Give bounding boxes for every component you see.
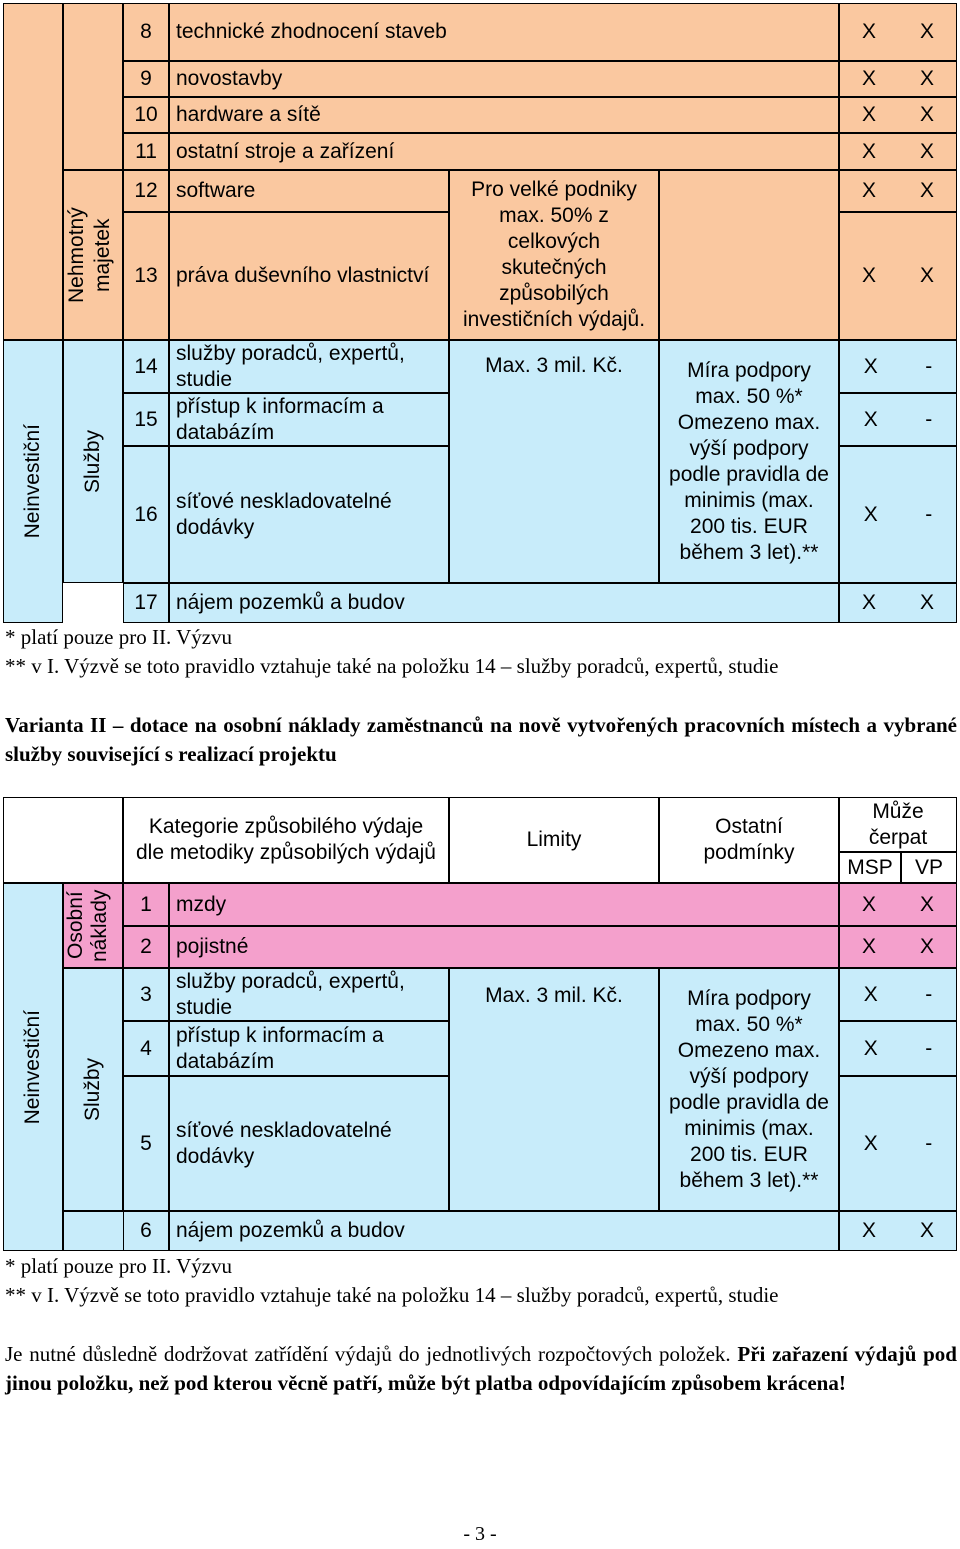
vp-flag: - (925, 354, 933, 378)
vp-flag: X (919, 20, 934, 43)
table2-services-conditions: Míra podpory max. 50 %* Omezeno max. výší podpory podle pravidla de minimis (max. 200 tis. EUR během 3 let).** (659, 968, 839, 1211)
msp-flag: X (863, 407, 878, 431)
table2-row-num: 4 (123, 1021, 169, 1076)
closing-bold-text: Při zařazení výdajů pod jinou položku, než pod kterou věcně patří, může být platba odpovídajícím způsobem krácena! (5, 1342, 957, 1395)
table2-head-conditions: Ostatní podmínky (659, 797, 839, 883)
msp-flag: X (861, 264, 876, 287)
table1-note-double-star: ** v I. Výzvě se toto pravidlo vztahuje také na položku 14 – služby poradců, expertů, studie (5, 654, 779, 678)
table1-row-flags (839, 170, 957, 212)
table1-row-flags (839, 212, 957, 340)
vp-flag: X (919, 1219, 934, 1242)
table2-row-num: 5 (123, 1076, 169, 1211)
vp-flag: X (919, 103, 934, 126)
vp-flag: X (919, 67, 934, 90)
vp-flag: - (925, 502, 933, 526)
variant-heading: Varianta II – dotace na osobní náklady zaměstnanců na nově vytvořených pracovních místech a vybrané služby související s realizací projektu (5, 713, 957, 766)
table1-group-services (63, 340, 123, 583)
table2-services-limit: Max. 3 mil. Kč. (449, 968, 659, 1211)
table1-row-num: 15 (123, 393, 169, 446)
table2-group-services (63, 968, 123, 1211)
msp-flag: X (863, 1036, 878, 1060)
table1-group-outer (3, 340, 63, 623)
table1-row-label: práva duševního vlastnictví (169, 212, 449, 340)
msp-flag: X (861, 935, 876, 958)
table2-row-label: síťové neskladovatelné dodávky (169, 1076, 449, 1211)
table1-row-flags (839, 393, 957, 446)
vp-flag: X (919, 179, 934, 202)
msp-flag: X (861, 179, 876, 202)
table1-row-num: 11 (123, 133, 169, 170)
table1-row-flags (839, 133, 957, 170)
table2-row-num: 6 (123, 1211, 169, 1251)
vp-flag: - (925, 407, 933, 431)
table2-row-num: 2 (123, 926, 169, 968)
table1-row-num: 13 (123, 212, 169, 340)
msp-flag: X (863, 354, 878, 378)
table2-group-outer-label: Neinvestiční (21, 1009, 44, 1125)
table1-row-flags (839, 61, 957, 97)
table1-row-flags (839, 3, 957, 61)
vp-flag: X (919, 892, 934, 916)
table1-row-flags (839, 583, 957, 623)
table1-group-intangible-label: Nehmotný majetek (65, 207, 114, 303)
table2-row-flags (839, 968, 957, 1021)
table2-row6-left-cell (63, 1211, 123, 1251)
table2-row-flags (839, 1076, 957, 1211)
table1-row-label: nájem pozemků a budov (169, 583, 839, 623)
page-number: - 3 - (463, 1523, 497, 1545)
table1-group-outer-top (3, 3, 63, 340)
closing-normal-text: Je nutné důsledně dodržovat zatřídění výdajů do jednotlivých rozpočtových položek. (5, 1342, 731, 1366)
table2-row-label: pojistné (169, 926, 839, 968)
table1-row-label: software (169, 170, 449, 212)
msp-flag: X (861, 67, 876, 90)
table1-row-label: ostatní stroje a zařízení (169, 133, 839, 170)
msp-flag: X (863, 502, 878, 526)
table2-row-num: 3 (123, 968, 169, 1021)
table2-row-label: přístup k informacím a databázím (169, 1021, 449, 1076)
table2-head-category: Kategorie způsobilého výdaje dle metodiky způsobilých výdajů (123, 797, 449, 883)
table2-group-outer (3, 883, 63, 1251)
table2-row-label: služby poradců, expertů, studie (169, 968, 449, 1021)
table2-group-personal (63, 883, 123, 968)
table1-row-num: 9 (123, 61, 169, 97)
vp-flag: - (925, 982, 933, 1006)
vp-flag: - (925, 1036, 933, 1060)
table2-row-label: nájem pozemků a budov (169, 1211, 839, 1251)
big-firms-limit: Pro velké podniky max. 50% z celkových skutečných způsobilých investičních výdajů. (449, 170, 659, 340)
table1-row-num: 8 (123, 3, 169, 61)
table2-group-personal-label: Osobní náklady (64, 889, 111, 962)
table1-row-num: 12 (123, 170, 169, 212)
table1-row-label: novostavby (169, 61, 839, 97)
table1-group-tangible (63, 3, 123, 170)
table2-row-label: mzdy (169, 883, 839, 926)
table2-note-star: * platí pouze pro II. Výzvu (5, 1254, 233, 1278)
table2-head-blank (3, 797, 123, 883)
msp-flag: X (861, 103, 876, 126)
table1-group-intangible (63, 170, 123, 340)
table1-row-num: 14 (123, 340, 169, 393)
table1-row-num: 10 (123, 97, 169, 133)
table1-row-num: 16 (123, 446, 169, 583)
table1-row-flags (839, 446, 957, 583)
vp-flag: X (919, 264, 934, 287)
msp-flag: X (863, 1131, 878, 1155)
table1-row-label: služby poradců, expertů, studie (169, 340, 449, 393)
msp-flag: X (861, 591, 876, 614)
table2-row-flags (839, 883, 957, 926)
msp-flag: X (861, 1219, 876, 1242)
table2-head-msp: MSP (839, 852, 901, 883)
services-conditions: Míra podpory max. 50 %* Omezeno max. výší podpory podle pravidla de minimis (max. 200 tis. EUR během 3 let).** (659, 340, 839, 583)
table1-row-num: 17 (123, 583, 169, 623)
msp-flag: X (861, 892, 876, 916)
table2-head-vp: VP (901, 852, 957, 883)
table2-row-flags (839, 1021, 957, 1076)
vp-flag: - (925, 1131, 933, 1155)
table1-row-label: hardware a sítě (169, 97, 839, 133)
table1-row-label: síťové neskladovatelné dodávky (169, 446, 449, 583)
table1-group-services-label: Služby (81, 429, 104, 494)
table2-row-flags (839, 1211, 957, 1251)
table2-row-num: 1 (123, 883, 169, 926)
table1-intangible-conditions (659, 170, 839, 340)
services-limit: Max. 3 mil. Kč. (449, 340, 659, 583)
closing-paragraph (5, 1340, 957, 1398)
vp-flag: X (919, 591, 934, 614)
table1-row-flags (839, 340, 957, 393)
table2-head-can-draw: Může čerpat (839, 797, 957, 852)
vp-flag: X (919, 935, 934, 958)
table2-group-services-label: Služby (81, 1057, 104, 1122)
table1-row-flags (839, 97, 957, 133)
msp-flag: X (861, 139, 876, 163)
table2-row-flags (839, 926, 957, 968)
table1-row-label: přístup k informacím a databázím (169, 393, 449, 446)
table2-note-double-star: ** v I. Výzvě se toto pravidlo vztahuje také na položku 14 – služby poradců, expertů, studie (5, 1283, 779, 1307)
msp-flag: X (863, 982, 878, 1006)
table2-head-limits: Limity (449, 797, 659, 883)
table1-row-label: technické zhodnocení staveb (169, 3, 839, 61)
table1-note-star: * platí pouze pro II. Výzvu (5, 625, 233, 649)
vp-flag: X (919, 139, 934, 163)
msp-flag: X (861, 20, 876, 43)
table1-group-outer-label: Neinvestiční (21, 424, 44, 539)
